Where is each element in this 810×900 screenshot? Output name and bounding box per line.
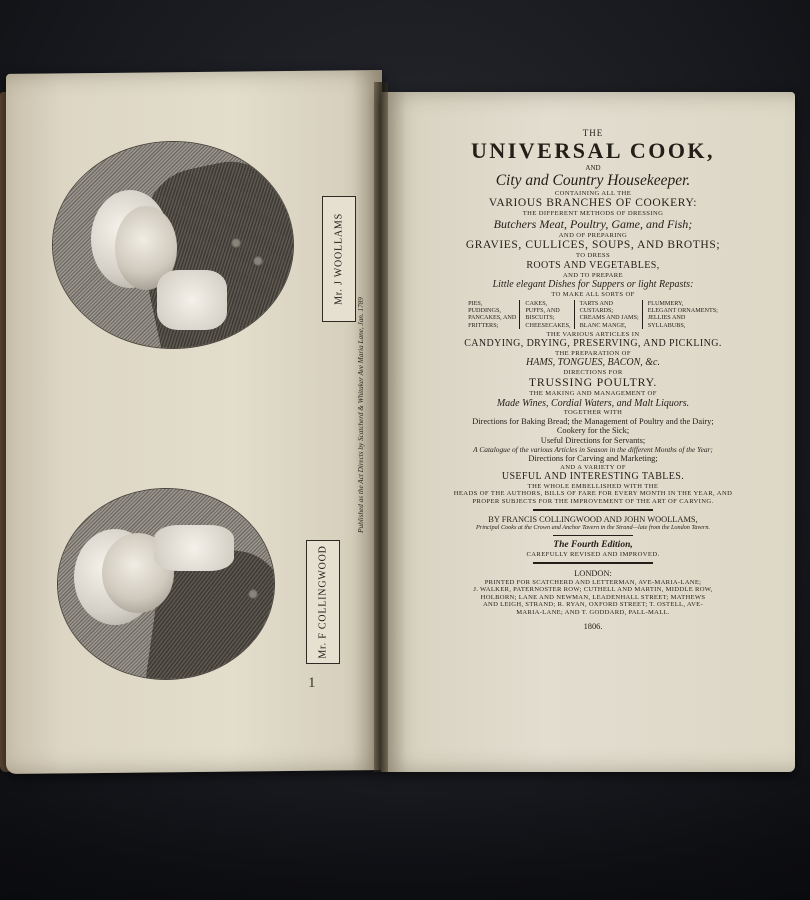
portrait-label-bottom xyxy=(306,540,340,664)
line-trussing: TRUSSING POULTRY. xyxy=(528,375,658,390)
line-heads-2: PROPER SUBJECTS FOR THE IMPROVEMENT OF THE ART OF CARVING. xyxy=(472,498,714,506)
line-preparing: AND OF PREPARING xyxy=(558,231,628,239)
dish-column xyxy=(465,300,520,329)
line-making: THE MAKING AND MANAGEMENT OF xyxy=(529,390,657,397)
line-make-all: TO MAKE ALL SORTS OF xyxy=(551,290,635,298)
imprint-line: AND LEIGH, STRAND; R. RYAN, OXFORD STREET; T. OSTELL, AVE- xyxy=(483,601,703,609)
dish-item: PUFFS, AND xyxy=(525,307,560,315)
line-roots: ROOTS AND VEGETABLES, xyxy=(526,260,660,272)
dish-column xyxy=(522,300,574,329)
dish-item: BISCUITS; xyxy=(525,314,555,322)
portrait-woollams xyxy=(53,142,293,348)
line-london: LONDON: xyxy=(574,568,612,578)
dish-column xyxy=(577,300,643,329)
line-wines: Made Wines, Cordial Waters, and Malt Liquors. xyxy=(496,397,690,409)
coat-button xyxy=(248,589,258,599)
title-page-text xyxy=(418,128,768,632)
line-year: 1806. xyxy=(583,622,603,632)
portrait-collingwood xyxy=(58,489,274,679)
subtitle: City and Country Housekeeper. xyxy=(495,171,691,189)
double-rule xyxy=(533,509,653,512)
line-various-articles: THE VARIOUS ARTICLES IN xyxy=(546,330,640,338)
line-cooks: Principal Cooks at the Crown and Anchor Tavern in the Strand—late from the London Tavern. xyxy=(476,524,710,532)
portrait-cravat xyxy=(157,270,227,330)
dish-item: JELLIES AND xyxy=(647,314,686,322)
line-revised: CAREFULLY REVISED AND IMPROVED. xyxy=(526,551,660,559)
line-preparation: THE PREPARATION OF xyxy=(555,349,631,357)
imprint-line: HOLBORN; LANE AND NEWMAN, LEADENHALL STREET; MATHEWS xyxy=(480,593,706,601)
line-variety: AND A VARIETY OF xyxy=(560,463,626,471)
dish-columns xyxy=(418,300,768,329)
publisher-line: Published as the Act Directs by Scatcherd & Whitaker Ave Maria Lane, Jan. 1789 xyxy=(357,297,365,533)
dish-item: CHEESECAKES, xyxy=(525,321,571,329)
dish-column xyxy=(645,300,721,329)
line-candying: CANDYING, DRYING, PRESERVING, AND PICKLING. xyxy=(464,338,722,350)
dish-item: SYLLABUBS, xyxy=(647,321,686,329)
line-sick: Cookery for the Sick; xyxy=(556,426,630,436)
line-gravies: GRAVIES, CULLICES, SOUPS, AND BROTHS; xyxy=(465,239,721,252)
dish-item: CAKES, xyxy=(525,300,548,308)
line-methods: THE DIFFERENT METHODS OF DRESSING xyxy=(522,210,664,218)
line-dishes: Little elegant Dishes for Suppers or light Repasts: xyxy=(492,279,694,291)
line-catalogue: A Catalogue of the various Articles in Season in the different Months of the Year; xyxy=(473,444,713,454)
dish-item: PANCAKES, AND xyxy=(468,314,517,322)
line-to-dress: TO DRESS xyxy=(575,252,611,260)
imprint-line: MARIA-LANE; AND T. GODDARD, PALL-MALL. xyxy=(516,608,670,616)
imprint-line: PRINTED FOR SCATCHERD AND LETTERMAN, AVE-MARIA-LANE; xyxy=(484,578,702,586)
dish-item: FRITTERS; xyxy=(468,321,499,329)
line-branches: VARIOUS BRANCHES OF COOKERY: xyxy=(488,197,698,210)
publisher-imprint-vertical xyxy=(338,250,384,580)
line-heads-1: HEADS OF THE AUTHORS, BILLS OF FARE FOR EVERY MONTH IN THE YEAR, AND xyxy=(453,490,733,498)
double-rule xyxy=(533,562,653,565)
dish-item: CUSTARDS; xyxy=(579,307,614,315)
dish-item: FLUMMERY, xyxy=(647,300,684,308)
line-baking: Directions for Baking Bread; the Management of Poultry and the Dairy; xyxy=(472,416,714,426)
coat-button xyxy=(253,256,263,266)
line-containing: CONTAINING ALL THE xyxy=(554,189,632,197)
line-tables: USEFUL AND INTERESTING TABLES. xyxy=(501,471,685,483)
dish-item: PIES, xyxy=(468,300,483,308)
portrait-label-collingwood: Mr. F COLLINGWOOD xyxy=(317,545,329,659)
title-the: THE xyxy=(582,128,604,138)
dish-item: TARTS AND xyxy=(579,300,613,308)
line-hams: HAMS, TONGUES, BACON, &c. xyxy=(526,357,660,369)
portrait-label-woollams: Mr. J WOOLLAMS xyxy=(333,213,345,305)
line-edition: The Fourth Edition, xyxy=(553,540,633,551)
dish-item: ELEGANT ORNAMENTS; xyxy=(647,307,718,315)
imprint-line: J. WALKER, PATERNOSTER ROW; CUTHELL AND MARTIN, MIDDLE ROW, xyxy=(473,586,713,594)
dish-item: BLANC MANGE, xyxy=(579,321,627,329)
line-together: TOGETHER WITH xyxy=(563,409,623,417)
main-title: UNIVERSAL COOK, xyxy=(470,138,716,164)
coat-button xyxy=(231,238,241,248)
line-authors: BY FRANCIS COLLINGWOOD AND JOHN WOOLLAMS, xyxy=(488,514,698,524)
dish-item: PUDDINGS, xyxy=(468,307,501,315)
line-to-prepare: AND TO PREPARE xyxy=(562,271,624,279)
line-servants: Useful Directions for Servants; xyxy=(540,435,646,445)
portrait-cravat xyxy=(154,525,234,571)
dish-item: CREAMS AND JAMS; xyxy=(579,314,639,322)
line-carving: Directions for Carving and Marketing; xyxy=(528,454,658,464)
thin-rule xyxy=(553,535,633,536)
line-meats: Butchers Meat, Poultry, Game, and Fish; xyxy=(493,216,693,231)
line-embellished: THE WHOLE EMBELLISHED WITH THE xyxy=(527,482,659,490)
line-directions-for: DIRECTIONS FOR xyxy=(563,368,623,376)
page-folio: 1 xyxy=(308,675,316,691)
title-and: AND xyxy=(585,163,601,172)
